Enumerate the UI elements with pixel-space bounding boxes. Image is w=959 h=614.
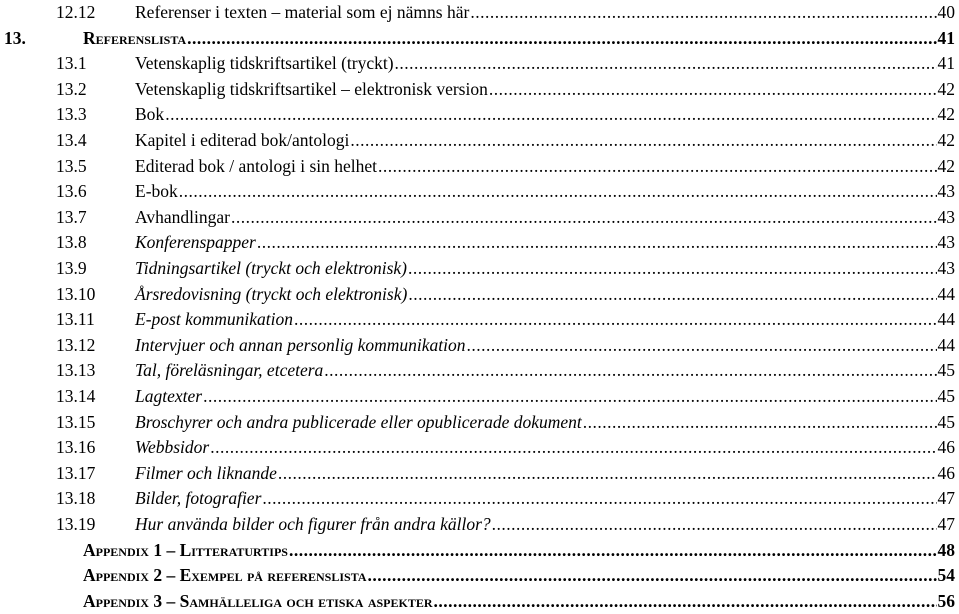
toc-dot-leader (165, 102, 936, 128)
toc-entry-title: Appendix 2 – Exempel på referenslista (83, 565, 367, 586)
toc-dot-leader (231, 205, 937, 231)
toc-entry[interactable] (56, 256, 955, 282)
toc-dot-leader (583, 410, 937, 436)
toc-entry-title: Broschyrer och andra publicerade eller opublicerade dokument (135, 411, 582, 432)
toc-entry-number: 12.12 (56, 2, 96, 22)
toc-entry-number: 13.4 (56, 130, 87, 150)
toc-entry-title: Årsredovisning (tryckt och elektronisk) (135, 283, 408, 304)
toc-entry[interactable] (56, 384, 955, 410)
toc-entry[interactable] (56, 0, 955, 26)
toc-entry-page-number: 56 (937, 590, 955, 611)
toc-entry-page-number: 45 (937, 360, 955, 381)
toc-entry[interactable] (56, 128, 955, 154)
toc-entry-page-number: 47 (937, 488, 955, 509)
toc-entry[interactable] (56, 486, 955, 512)
toc-entry[interactable] (56, 51, 955, 77)
toc-dot-leader (294, 307, 937, 333)
toc-entry-page-number: 45 (937, 386, 955, 406)
toc-entry-page-number: 43 (937, 232, 955, 253)
toc-entry-number: 13.15 (56, 411, 96, 432)
toc-entry-page-number: 44 (937, 283, 955, 304)
toc-entry-title: Intervjuer och annan personlig kommunikation (135, 334, 466, 355)
toc-dot-leader (470, 0, 936, 26)
toc-entry-title: Tal, föreläsningar, etcetera (135, 360, 324, 381)
toc-entry[interactable] (56, 230, 955, 256)
toc-entry[interactable] (56, 77, 955, 103)
toc-entry-number: 13.9 (56, 258, 87, 278)
toc-dot-leader (434, 589, 937, 614)
toc-entry-number: 13.7 (56, 206, 87, 227)
toc-entry[interactable] (56, 461, 955, 487)
toc-entry-number: 13.1 (56, 53, 87, 74)
toc-dot-leader (350, 128, 936, 154)
toc-dot-leader (210, 435, 936, 461)
toc-entry-title: Appendix 3 – Samhälleliga och etiska aspekter (83, 590, 433, 611)
toc-entry-page-number: 43 (937, 181, 955, 202)
toc-entry-title: Avhandlingar (135, 206, 230, 227)
toc-entry-number: 13.10 (56, 283, 96, 304)
toc-entry-page-number: 46 (937, 437, 955, 458)
toc-dot-leader (179, 179, 937, 205)
toc-entry-number: 13.17 (56, 462, 96, 483)
toc-dot-leader (278, 461, 937, 487)
toc-entry-title: Referenslista (83, 27, 187, 48)
toc-entry-page-number: 48 (937, 539, 955, 560)
toc-entry[interactable] (56, 282, 955, 308)
toc-entry[interactable] (56, 358, 955, 384)
toc-entry-title: E-bok (135, 181, 178, 202)
toc-dot-leader (467, 333, 937, 359)
toc-entry[interactable] (4, 538, 955, 564)
toc-entry-page-number: 46 (937, 462, 955, 483)
toc-entry-page-number: 42 (937, 78, 955, 99)
toc-entry-page-number: 41 (937, 53, 955, 74)
toc-entry-title: Vetenskaplig tidskriftsartikel – elektronisk version (135, 78, 488, 99)
toc-entry-title: Editerad bok / antologi i sin helhet (135, 155, 378, 176)
toc-dot-leader (395, 51, 937, 77)
toc-entry-title: Bok (135, 104, 165, 125)
toc-entry-number: 13.14 (56, 386, 96, 406)
toc-entry-number: 13. (4, 27, 26, 48)
toc-entry-title: Lagtexter (135, 386, 203, 406)
toc-entry-number: 13.18 (56, 488, 96, 509)
toc-entry-page-number: 44 (937, 334, 955, 355)
toc-dot-leader (289, 538, 937, 564)
toc-entry-title: Hur använda bilder och figurer från andra källor? (135, 514, 491, 534)
toc-entry-page-number: 43 (937, 206, 955, 227)
toc-entry-title: Appendix 1 – Litteraturtips (83, 539, 288, 560)
toc-entry-page-number: 40 (937, 2, 955, 22)
toc-entry-page-number: 47 (937, 514, 955, 534)
toc-entry-number: 13.13 (56, 360, 96, 381)
toc-dot-leader (492, 512, 937, 538)
toc-entry-number: 13.12 (56, 334, 96, 355)
toc-entry-page-number: 42 (937, 104, 955, 125)
toc-dot-leader (187, 26, 936, 52)
toc-entry-number: 13.11 (56, 309, 95, 330)
toc-entry[interactable] (56, 154, 955, 180)
toc-entry[interactable] (56, 410, 955, 436)
toc-entry-title: Kapitel i editerad bok/antologi (135, 130, 350, 150)
toc-entry-page-number: 45 (937, 411, 955, 432)
toc-entry[interactable] (56, 179, 955, 205)
toc-dot-leader (262, 486, 936, 512)
toc-dot-leader (203, 384, 936, 410)
toc-entry-number: 13.16 (56, 437, 96, 458)
toc-entry-title: Bilder, fotografier (135, 488, 262, 509)
toc-dot-leader (324, 358, 936, 384)
toc-entry-number: 13.8 (56, 232, 87, 253)
toc-entry-title: Tidningsartikel (tryckt och elektronisk) (135, 258, 407, 278)
toc-dot-leader (408, 282, 936, 308)
toc-entry[interactable] (56, 307, 955, 333)
toc-entry-title: Webbsidor (135, 437, 210, 458)
toc-entry-page-number: 44 (937, 309, 955, 330)
toc-entry-number: 13.19 (56, 514, 96, 534)
toc-entry-page-number: 42 (937, 155, 955, 176)
toc-entry[interactable] (56, 435, 955, 461)
toc-entry[interactable] (56, 333, 955, 359)
toc-entry[interactable] (4, 563, 955, 589)
toc-entry-number: 13.2 (56, 78, 87, 99)
toc-dot-leader (489, 77, 937, 103)
toc-entry[interactable] (56, 512, 955, 538)
toc-dot-leader (257, 230, 937, 256)
toc-entry-title: Konferenspapper (135, 232, 256, 253)
toc-entry-title: E-post kommunikation (135, 309, 293, 330)
toc-entry[interactable] (56, 205, 955, 231)
toc-entry-number: 13.6 (56, 181, 87, 202)
toc-entry-page-number: 43 (937, 258, 955, 278)
toc-dot-leader (368, 563, 937, 589)
toc-entry[interactable] (56, 102, 955, 128)
toc-entry-page-number: 42 (937, 130, 955, 150)
toc-entry-number: 13.3 (56, 104, 87, 125)
toc-dot-leader (408, 256, 937, 282)
toc-entry-title: Vetenskaplig tidskriftsartikel (tryckt) (135, 53, 394, 74)
toc-dot-leader (378, 154, 936, 180)
toc-entry-page-number: 54 (937, 565, 955, 586)
toc-entry-number: 13.5 (56, 155, 87, 176)
toc-entry-title: Filmer och liknande (135, 462, 277, 483)
toc-entry-title: Referenser i texten – material som ej nämns här (135, 2, 470, 22)
toc-entry[interactable] (4, 26, 955, 52)
toc-entry-page-number: 41 (937, 27, 955, 48)
toc-entry[interactable] (4, 589, 955, 614)
